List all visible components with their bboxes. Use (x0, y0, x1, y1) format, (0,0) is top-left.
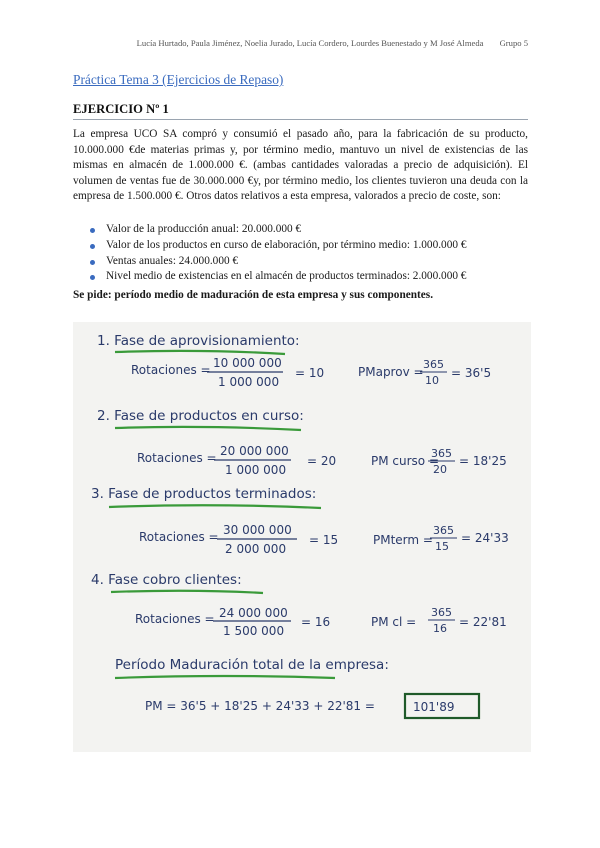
exercise-statement: La empresa UCO SA compró y consumió el pasado año, para la fabricación de su producto, 10.000.000 €de materias primas y, por término medio, mantuvo un nivel de existencias de las mismas en almacén de 1.000.000 €. (ambas cantidades valoradas a precio de adquisición). El volumen de ventas fue de 30.000.000 €y, por término medio, los clientes tuvieron una deuda con la empresa de 1.500.000 €. Otros datos relativos a esta empresa, valorados a precio de coste, son: (73, 128, 528, 203)
phase-3-rot-result: = 15 (309, 533, 339, 547)
header-authors: Lucía Hurtado, Paula Jiménez, Noelia Jurado, Lucía Cordero, Lourdes Buenestado y M José Almeda (136, 38, 484, 48)
phase-4-pm-num: 365 (431, 606, 452, 619)
phase-3-pm-den: 15 (435, 540, 449, 553)
phase-2-denominator: 1 000 000 (225, 463, 287, 477)
phase-1-denominator: 1 000 000 (218, 375, 280, 389)
phase-4-numerator: 24 000 000 (219, 606, 288, 620)
phase-3-underline (109, 505, 321, 508)
phase-4-heading: 4. Fase cobro clientes: (91, 572, 242, 588)
bullet-item: Nivel medio de existencias en el almacén de productos terminados: 2.000.000 € (89, 269, 529, 285)
phase-3-heading: 3. Fase de productos terminados: (91, 486, 317, 502)
phase-3-denominator: 2 000 000 (225, 542, 287, 556)
phase-4-underline (111, 591, 263, 593)
phase-4-pm-den: 16 (433, 622, 447, 635)
page-header (137, 38, 528, 48)
handwritten-solution-drawing (73, 322, 531, 752)
phase-2-heading: 2. Fase de productos en curso: (97, 408, 304, 424)
total-formula: PM = 36'5 + 18'25 + 24'33 + 22'81 = (145, 699, 375, 713)
phase-4-rot-label: Rotaciones = (135, 612, 215, 626)
total-result: 101'89 (413, 700, 455, 714)
phase-2-pm-num: 365 (431, 447, 452, 460)
question-text: Se pide: período medio de maduración de esta empresa y sus componentes. (73, 289, 434, 301)
exercise-heading: EJERCICIO Nº 1 (73, 102, 528, 120)
phase-2-underline (115, 427, 301, 430)
phase-4-pm-label: PM cl = (371, 615, 417, 629)
document-title: Práctica Tema 3 (Ejercicios de Repaso) (73, 72, 284, 87)
phase-2-pm-den: 20 (433, 463, 447, 476)
phase-4-rot-result: = 16 (301, 615, 331, 629)
handwritten-solution-photo (73, 322, 531, 752)
phase-1-underline (115, 351, 285, 354)
phase-4-pm-result: = 22'81 (459, 615, 507, 629)
bullet-item: Valor de la producción anual: 20.000.000 € (89, 222, 529, 238)
total-underline (115, 676, 335, 678)
phase-3-numerator: 30 000 000 (223, 523, 292, 537)
header-group: Grupo 5 (499, 38, 528, 48)
phase-3-rot-label: Rotaciones = (139, 530, 219, 544)
data-bullet-list (89, 222, 529, 285)
phase-1-pm-num: 365 (423, 358, 444, 371)
phase-2-rot-result: = 20 (307, 454, 337, 468)
phase-4-denominator: 1 500 000 (223, 624, 285, 638)
bullet-item: Ventas anuales: 24.000.000 € (89, 254, 529, 270)
phase-2-rot-label: Rotaciones = (137, 451, 217, 465)
phase-1-pm-label: PMaprov = (358, 365, 424, 379)
total-heading: Período Maduración total de la empresa: (115, 657, 389, 673)
phase-1-pm-den: 10 (425, 374, 439, 387)
phase-1-pm-result: = 36'5 (451, 366, 492, 380)
phase-3-pm-label: PMterm = (373, 533, 433, 547)
phase-3-pm-result: = 24'33 (461, 531, 509, 545)
phase-2-numerator: 20 000 000 (220, 444, 289, 458)
phase-2-pm-result: = 18'25 (459, 454, 507, 468)
phase-2-pm-label: PM curso = (371, 454, 440, 468)
phase-1-rot-result: = 10 (295, 366, 325, 380)
phase-1-numerator: 10 000 000 (213, 356, 282, 370)
phase-3-pm-num: 365 (433, 524, 454, 537)
bullet-item: Valor de los productos en curso de elaboración, por término medio: 1.000.000 € (89, 238, 529, 254)
phase-1-heading: 1. Fase de aprovisionamiento: (97, 333, 300, 349)
phase-1-rot-label: Rotaciones = (131, 363, 211, 377)
